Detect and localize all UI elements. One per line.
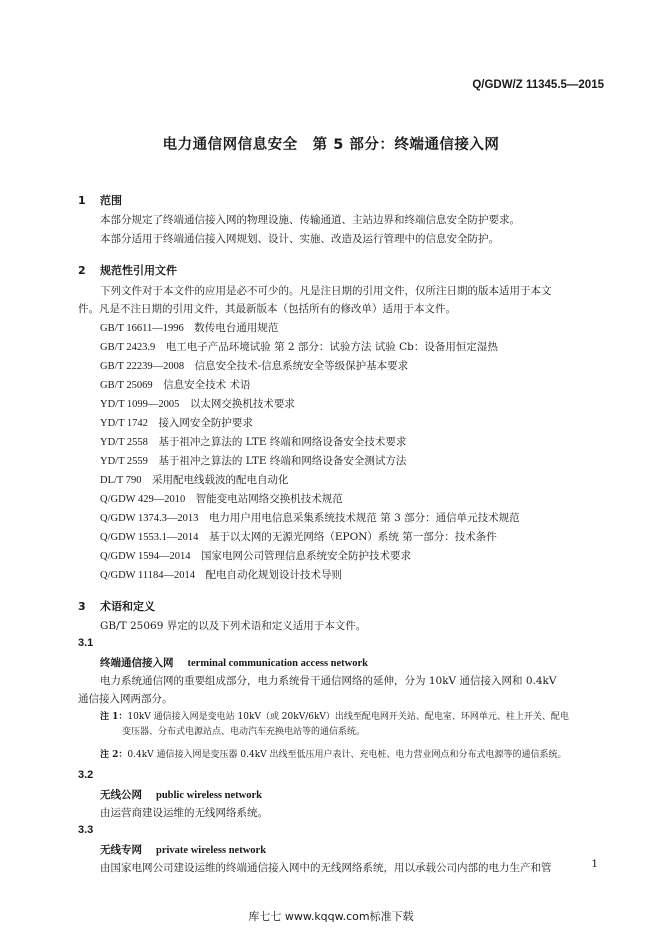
section-number: 1 (78, 194, 86, 207)
reference-item (100, 529, 497, 544)
section-number: 3 (78, 600, 86, 613)
reference-item (100, 339, 498, 354)
section-title: 术语和定义 (100, 600, 155, 613)
page-number: 1 (591, 858, 598, 870)
section-3-heading (78, 598, 155, 614)
reference-code: Q/GDW 1374.3—2013 (100, 513, 199, 524)
reference-title: 基于以太网的无源光网络（EPON）系统 第一部分：技术条件 (208, 531, 497, 543)
note-text: 变压器、分布式电源站点、电动汽车充换电站等的通信系统。 (122, 727, 366, 737)
section-number: 2 (78, 264, 86, 277)
reference-title: 数传电台通用规范 (194, 322, 279, 334)
definition: 由运营商建设运维的无线网络系统。 (100, 807, 268, 819)
definition: 通信接入网两部分。 (78, 693, 173, 705)
term-heading (100, 842, 266, 857)
section-title: 规范性引用文件 (100, 264, 177, 277)
page-title: 电力通信网信息安全 第 5 部分：终端通信接入网 (162, 137, 500, 153)
note-label: 注 1： (100, 712, 128, 722)
reference-title: 智能变电站网络交换机技术规范 (195, 493, 343, 505)
section-title: 范围 (100, 194, 122, 207)
term-heading (100, 655, 368, 670)
reference-code: Q/GDW 1553.1—2014 (100, 532, 199, 543)
section-2-heading (78, 262, 177, 278)
reference-item (100, 434, 406, 449)
note-text: 10kV 通信接入网是变电站 10kV（或 20kV/6kV）出线至配电网开关站、配电室、环网单元、柱上开关、配电 (127, 712, 569, 722)
term-en: public wireless network (156, 790, 262, 801)
document-number: Q/GDW/Z 11345.5—2015 (472, 79, 604, 91)
reference-title: 采用配电线载波的配电自动化 (152, 474, 289, 486)
reference-item (100, 453, 406, 468)
reference-title: 以太网交换机技术要求 (189, 398, 295, 410)
reference-title: 电工电子产品环境试验 第 2 部分：试验方法 试验 Cb：设备用恒定湿热 (165, 341, 498, 353)
reference-item (100, 472, 289, 487)
clause-number: 3.2 (78, 769, 94, 781)
term-en: terminal communication access network (187, 658, 369, 669)
reference-code: YD/T 1099—2005 (100, 399, 180, 410)
note-label: 注 2： (100, 750, 128, 760)
footer-watermark: 库七七 www.kqqw.com标准下载 (248, 910, 414, 923)
reference-code: YD/T 2559 (100, 456, 148, 467)
reference-code: YD/T 2558 (100, 437, 148, 448)
paragraph: 本部分适用于终端通信接入网规划、设计、实施、改造及运行管理中的信息安全防护。 (100, 233, 499, 245)
reference-item (100, 567, 342, 582)
definition: 电力系统通信网的重要组成部分，电力系统骨干通信网络的延伸，分为 10kV 通信接入网和 0.4kV (100, 675, 557, 687)
reference-title: 基于祖冲之算法的 LTE 终端和网络设备安全测试方法 (158, 455, 407, 467)
clause-number: 3.1 (78, 637, 94, 649)
reference-item (100, 510, 520, 525)
definition: 由国家电网公司建设运维的终端通信接入网中的无线网络系统，用以承载公司内部的电力生产和管 (100, 862, 552, 874)
reference-code: GB/T 16611—1996 (100, 323, 184, 334)
term-zh: 无线公网 (100, 789, 142, 801)
reference-title: 电力用户用电信息采集系统技术规范 第 3 部分：通信单元技术规范 (208, 512, 520, 524)
reference-code: GB/T 2423.9 (100, 342, 156, 353)
reference-code: GB/T 22239—2008 (100, 361, 185, 372)
reference-code: Q/GDW 11184—2014 (100, 570, 195, 581)
reference-title: 接入网安全防护要求 (158, 417, 253, 429)
paragraph: 下列文件对于本文件的应用是必不可少的。凡是注日期的引用文件，仅所注日期的版本适用于本文 (100, 285, 552, 297)
reference-code: Q/GDW 1594—2014 (100, 551, 191, 562)
term-zh: 终端通信接入网 (100, 657, 174, 669)
reference-title: 信息安全技术-信息系统安全等级保护基本要求 (194, 360, 409, 372)
reference-title: 配电自动化规划设计技术导则 (205, 569, 342, 581)
term-heading (100, 787, 262, 802)
note-1 (100, 710, 600, 740)
reference-title: 国家电网公司管理信息系统安全防护技术要求 (201, 550, 412, 562)
reference-item (100, 491, 343, 506)
reference-item (100, 548, 411, 563)
paragraph: GB/T 25069 界定的以及下列术语和定义适用于本文件。 (100, 620, 367, 632)
paragraph: 本部分规定了终端通信接入网的物理设施、传输通道、主站边界和终端信息安全防护要求。 (100, 214, 520, 226)
term-en: private wireless network (156, 845, 267, 856)
reference-code: DL/T 790 (100, 475, 142, 486)
reference-item (100, 415, 253, 430)
note-2 (100, 748, 600, 763)
reference-item (100, 358, 408, 373)
paragraph: 件。凡是不注日期的引用文件，其最新版本（包括所有的修改单）适用于本文件。 (78, 303, 456, 315)
term-zh: 无线专网 (100, 844, 142, 856)
reference-code: YD/T 1742 (100, 418, 148, 429)
reference-code: GB/T 25069 (100, 380, 153, 391)
section-1-heading (78, 192, 122, 208)
reference-title: 信息安全技术 术语 (163, 379, 251, 391)
reference-title: 基于祖冲之算法的 LTE 终端和网络设备安全技术要求 (158, 436, 407, 448)
reference-item (100, 377, 250, 392)
reference-item (100, 320, 278, 335)
reference-code: Q/GDW 429—2010 (100, 494, 186, 505)
clause-number: 3.3 (78, 824, 94, 836)
note-text: 0.4kV 通信接入网是变压器 0.4kV 出线至低压用户表计、充电桩、电力营业网点和分布式电源等的通信系统。 (127, 750, 567, 760)
reference-item (100, 396, 295, 411)
